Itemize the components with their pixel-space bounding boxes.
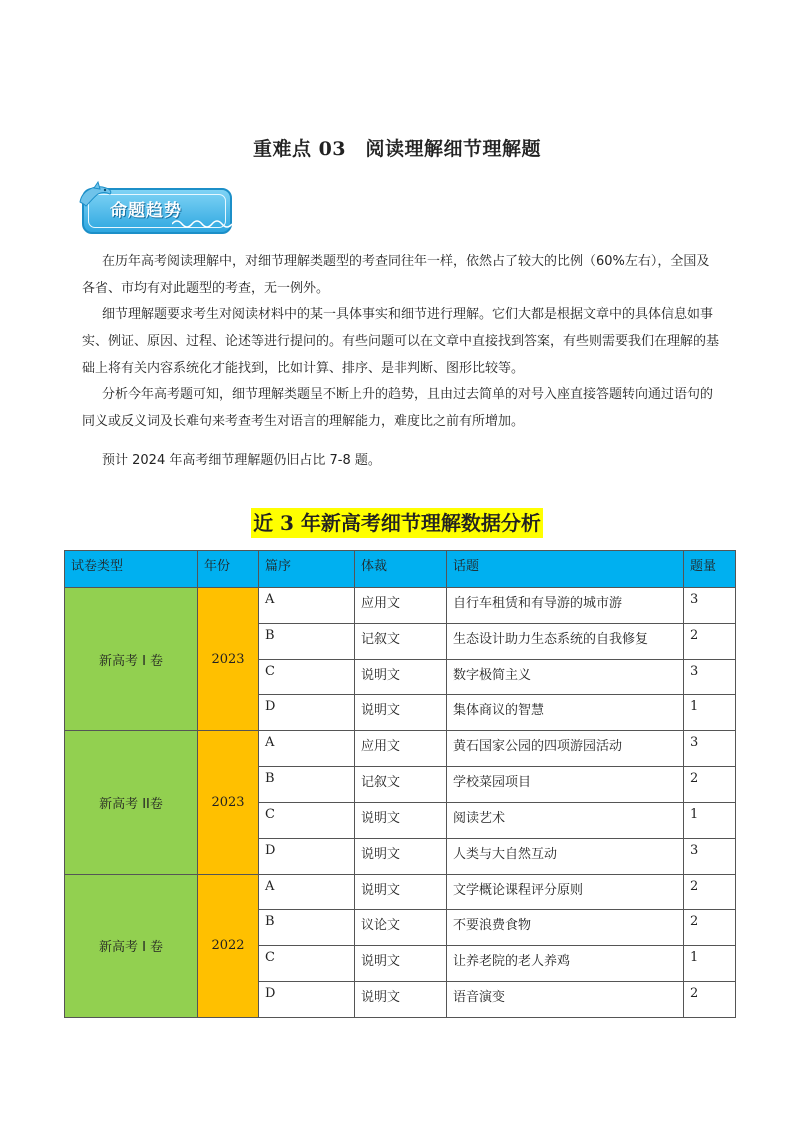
table-title-text: 近 3 年新高考细节理解数据分析 — [251, 508, 543, 538]
sequence-cell: B — [259, 767, 355, 803]
table-row — [65, 731, 736, 767]
sequence-cell: C — [259, 802, 355, 838]
exam-type-cell: 新高考 I 卷 — [65, 874, 198, 1017]
topic-cell: 让养老院的老人养鸡 — [447, 946, 684, 982]
genre-cell: 说明文 — [355, 946, 447, 982]
genre-cell: 说明文 — [355, 838, 447, 874]
topic-cell: 人类与大自然互动 — [447, 838, 684, 874]
page-title: 重难点 03 阅读理解细节理解题 — [252, 138, 542, 160]
section-banner — [76, 180, 234, 238]
genre-cell: 记叙文 — [355, 623, 447, 659]
count-cell: 2 — [684, 623, 736, 659]
paragraph-intro: 在历年高考阅读理解中，对细节理解类题型的考查同往年一样，依然占了较大的比例（60%左右），全国及各省、市均有对此题型的考查，无一例外。 — [82, 254, 710, 296]
topic-cell: 数字极简主义 — [447, 659, 684, 695]
count-cell: 2 — [684, 767, 736, 803]
sequence-cell: B — [259, 623, 355, 659]
count-cell: 3 — [684, 659, 736, 695]
count-cell: 3 — [684, 588, 736, 624]
table-row — [65, 588, 736, 624]
paragraph-forecast: 预计 2024 年高考细节理解题仍旧占比 7-8 题。 — [102, 453, 381, 468]
table-title — [0, 508, 794, 538]
genre-cell: 应用文 — [355, 588, 447, 624]
table-row — [65, 874, 736, 910]
genre-cell: 议论文 — [355, 910, 447, 946]
count-cell: 3 — [684, 731, 736, 767]
exam-type-cell: 新高考 II卷 — [65, 731, 198, 874]
header-year: 年份 — [198, 551, 259, 588]
sequence-cell: A — [259, 731, 355, 767]
topic-cell: 文学概论课程评分原则 — [447, 874, 684, 910]
paragraph-requirement: 细节理解题要求考生对阅读材料中的某一具体事实和细节进行理解。它们大都是根据文章中的具体信息如事实、例证、原因、过程、论述等进行提问的。有些问题可以在文章中直接找到答案，有些则需要我们在理解的基础上将有关内容系统化才能找到，比如计算、排序、是非判断、图形比较等。 — [82, 307, 720, 376]
paragraph-analysis: 分析今年高考题可知，细节理解类题呈不断上升的趋势，且由过去简单的对号入座直接答题转向通过语句的同义或反义词及长难句来考查考生对语言的理解能力，难度比之前有所增加。 — [82, 387, 714, 429]
genre-cell: 说明文 — [355, 659, 447, 695]
topic-cell: 黄石国家公园的四项游园活动 — [447, 731, 684, 767]
genre-cell: 说明文 — [355, 695, 447, 731]
sequence-cell: D — [259, 982, 355, 1018]
header-exam-type: 试卷类型 — [65, 551, 198, 588]
sequence-cell: A — [259, 588, 355, 624]
topic-cell: 集体商议的智慧 — [447, 695, 684, 731]
genre-cell: 应用文 — [355, 731, 447, 767]
topic-cell: 语音演变 — [447, 982, 684, 1018]
year-cell: 2023 — [198, 588, 259, 731]
genre-cell: 说明文 — [355, 874, 447, 910]
year-cell: 2022 — [198, 874, 259, 1017]
count-cell: 2 — [684, 910, 736, 946]
genre-cell: 说明文 — [355, 982, 447, 1018]
sequence-cell: C — [259, 659, 355, 695]
topic-cell: 生态设计助力生态系统的自我修复 — [447, 623, 684, 659]
header-topic: 话题 — [447, 551, 684, 588]
count-cell: 3 — [684, 838, 736, 874]
count-cell: 2 — [684, 874, 736, 910]
topic-cell: 自行车租赁和有导游的城市游 — [447, 588, 684, 624]
genre-cell: 说明文 — [355, 802, 447, 838]
count-cell: 1 — [684, 695, 736, 731]
sequence-cell: A — [259, 874, 355, 910]
topic-cell: 学校菜园项目 — [447, 767, 684, 803]
banner-label: 命题趋势 — [110, 201, 182, 221]
data-table — [64, 550, 736, 1018]
exam-type-cell: 新高考 I 卷 — [65, 588, 198, 731]
sequence-cell: C — [259, 946, 355, 982]
wave-decoration-icon — [172, 218, 232, 230]
sequence-cell: D — [259, 838, 355, 874]
topic-cell: 不要浪费食物 — [447, 910, 684, 946]
sequence-cell: B — [259, 910, 355, 946]
count-cell: 1 — [684, 946, 736, 982]
table-header-row — [65, 551, 736, 588]
topic-cell: 阅读艺术 — [447, 802, 684, 838]
count-cell: 1 — [684, 802, 736, 838]
genre-cell: 记叙文 — [355, 767, 447, 803]
header-sequence: 篇序 — [259, 551, 355, 588]
year-cell: 2023 — [198, 731, 259, 874]
sequence-cell: D — [259, 695, 355, 731]
count-cell: 2 — [684, 982, 736, 1018]
header-genre: 体裁 — [355, 551, 447, 588]
header-count: 题量 — [684, 551, 736, 588]
